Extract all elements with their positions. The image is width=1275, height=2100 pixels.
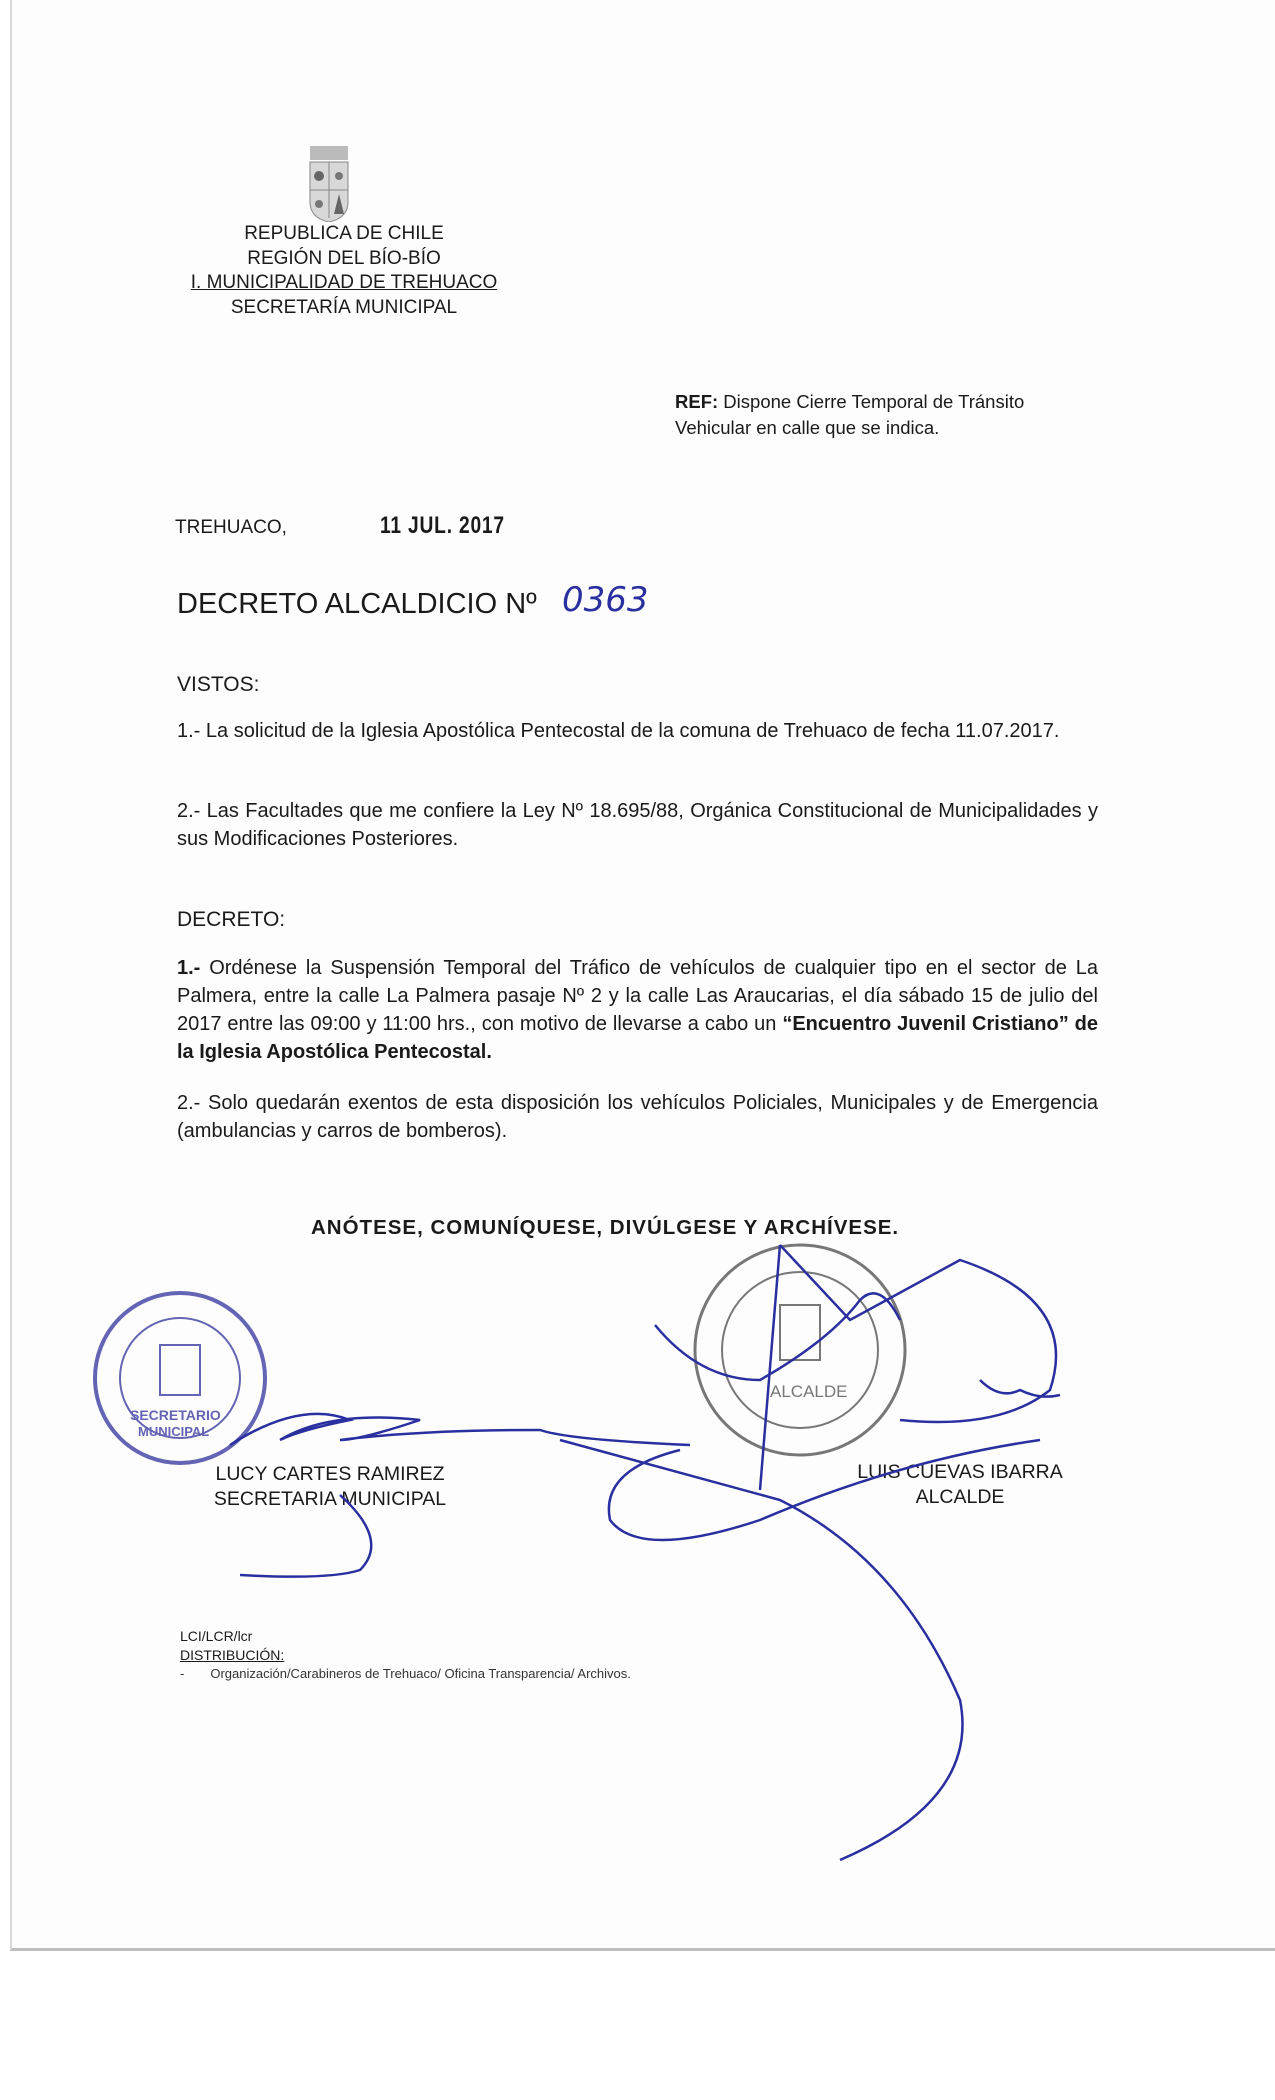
item-number: 1.- <box>177 957 201 979</box>
date-stamp: 11 JUL. 2017 <box>380 512 505 539</box>
secretary-title: SECRETARIA MUNICIPAL <box>213 1488 447 1510</box>
mayor-title: ALCALDE <box>915 1486 1005 1508</box>
header-municipality: I. MUNICIPALIDAD DE TREHUACO <box>190 272 498 293</box>
ref-text: Dispone Cierre Temporal de Tránsito Vehicular en calle que se indica. <box>675 391 1025 438</box>
distribution-label: DISTRIBUCIÓN: <box>180 1647 285 1663</box>
place: TREHUACO, <box>175 517 287 538</box>
vistos-item: 2.- Las Facultades que me confiere la Ley Nº 18.695/88, Orgánica Constitucional de Municipalidades y sus Modificaciones Posteriores. <box>177 800 1098 850</box>
header-department: SECRETARÍA MUNICIPAL <box>230 296 458 318</box>
vistos-item: 1.- La solicitud de la Iglesia Apostólica Pentecostal de la comuna de Trehuaco de fecha 11.07.2017. <box>177 720 1060 742</box>
coat-of-arms-emblem <box>304 146 354 222</box>
item-text: Ordénese la Suspensión Temporal del Tráfico de vehículos de cualquier tipo en el sector de La Palmera, entre la calle La Palmera pasaje Nº 2 y la calle Las Araucarias, el día sábado 15 de julio del 2017 entre las 09:00 y 11:00 hrs., con motivo de llevarse a cabo un <box>177 957 1098 1035</box>
signature-secretary <box>190 1462 470 1512</box>
decree-title: DECRETO ALCALDICIO Nº <box>177 588 537 620</box>
ref-label: REF: <box>675 391 719 412</box>
reference <box>675 389 1105 441</box>
decreto-item-1 <box>177 954 1098 1066</box>
decreto-item-2: 2.- Solo quedarán exentos de esta disposición los vehículos Policiales, Municipales y de Emergencia (ambulancias y carros de bomberos). <box>177 1092 1098 1142</box>
mayor-name: LUIS CUEVAS IBARRA <box>857 1461 1063 1483</box>
signature-mayor <box>830 1460 1090 1510</box>
svg-text:ALCALDE: ALCALDE <box>770 1382 848 1401</box>
decree-number: 0363 <box>562 580 649 620</box>
header-country: REPUBLICA DE CHILE <box>244 223 444 244</box>
svg-text:MUNICIPAL: MUNICIPAL <box>138 1424 210 1439</box>
svg-text:SECRETARIO: SECRETARIO <box>130 1407 221 1423</box>
item-bold-text: “Encuentro Juvenil Cristiano” de la Iglesia Apostólica Pentecostal. <box>177 1013 1098 1063</box>
decreto-heading: DECRETO: <box>177 908 286 931</box>
closing-formula: ANÓTESE, COMUNÍQUESE, DIVÚLGESE Y ARCHÍVESE. <box>311 1216 900 1239</box>
letterhead <box>170 222 518 320</box>
initials: LCI/LCR/lcr <box>180 1628 253 1644</box>
distribution-item: - Organización/Carabineros de Trehuaco/ Oficina Transparencia/ Archivos. <box>180 1666 631 1681</box>
distribution-text: Organización/Carabineros de Trehuaco/ Oficina Transparencia/ Archivos. <box>210 1666 631 1681</box>
secretary-name: LUCY CARTES RAMIREZ <box>215 1463 445 1485</box>
vistos-heading: VISTOS: <box>177 673 260 696</box>
header-region: REGIÓN DEL BÍO-BÍO <box>247 247 441 269</box>
